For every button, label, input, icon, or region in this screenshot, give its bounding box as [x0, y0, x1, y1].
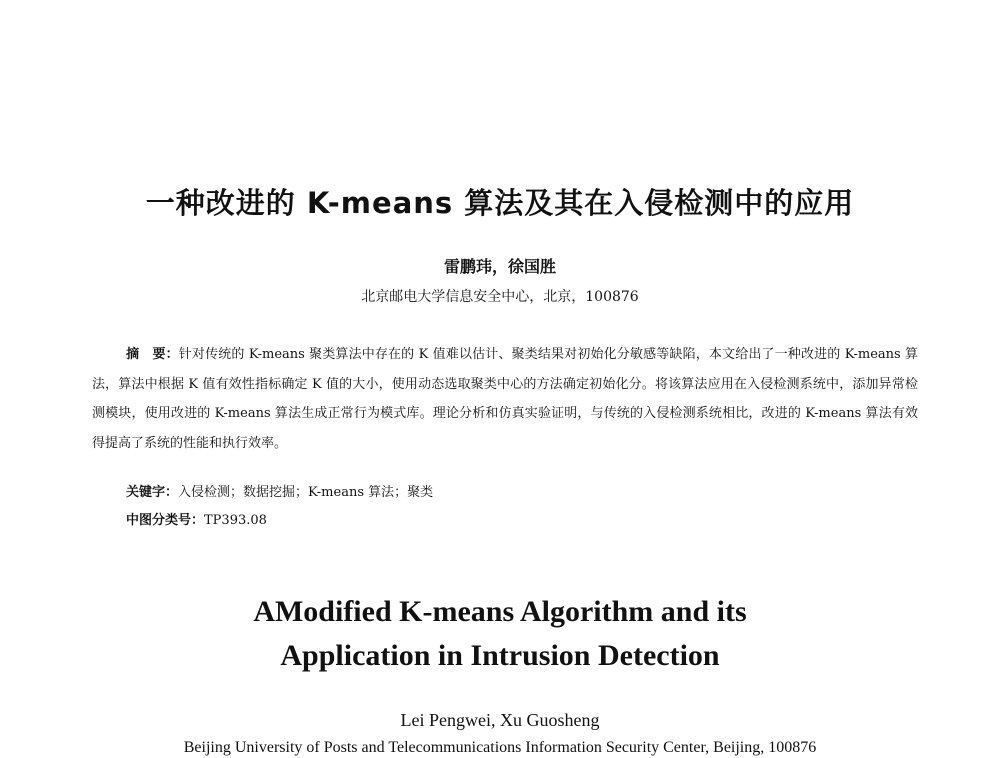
english-affiliation: Beijing University of Posts and Telecommunications Information Security Center, Beijing, 100876: [183, 739, 817, 756]
english-title-line-2: Application in Intrusion Detection: [280, 639, 720, 672]
classification-label: 中图分类号：: [126, 513, 205, 528]
keywords-line: [126, 483, 433, 503]
keywords-label: 关键字：: [126, 485, 179, 500]
chinese-authors: 雷鹏玮，徐国胜: [443, 257, 556, 276]
chinese-affiliation: 北京邮电大学信息安全中心，北京，100876: [361, 289, 639, 305]
classification-line: [126, 511, 267, 531]
english-title-line-1: AModified K-means Algorithm and its: [253, 595, 747, 628]
english-authors: Lei Pengwei, Xu Guosheng: [400, 710, 600, 730]
classification-code: TP393.08: [204, 513, 267, 528]
chinese-abstract: [92, 340, 918, 458]
chinese-title: 一种改进的 K-means 算法及其在入侵检测中的应用: [145, 186, 855, 220]
abstract-text: 针对传统的 K-means 聚类算法中存在的 K 值难以估计、聚类结果对初始化分敏感等缺陷，本文给出了一种改进的 K-means 算法，算法中根据 K 值有效性指标确定 K 值的大小，使用动态选取聚类中心的方法确定初始化分。将该算法应用在入侵检测系统中，添加异常检测模块，使用改进的 K-means 算法生成正常行为模式库。理论分析和仿真实验证明，与传统的入侵检测系统相比，改进的 K-means 算法有效得提高了系统的性能和执行效率。: [92, 347, 918, 451]
english-title: [0, 590, 1000, 678]
keywords-text: 入侵检测；数据挖掘；K-means 算法；聚类: [178, 485, 434, 500]
abstract-label: 摘 要：: [126, 347, 179, 362]
